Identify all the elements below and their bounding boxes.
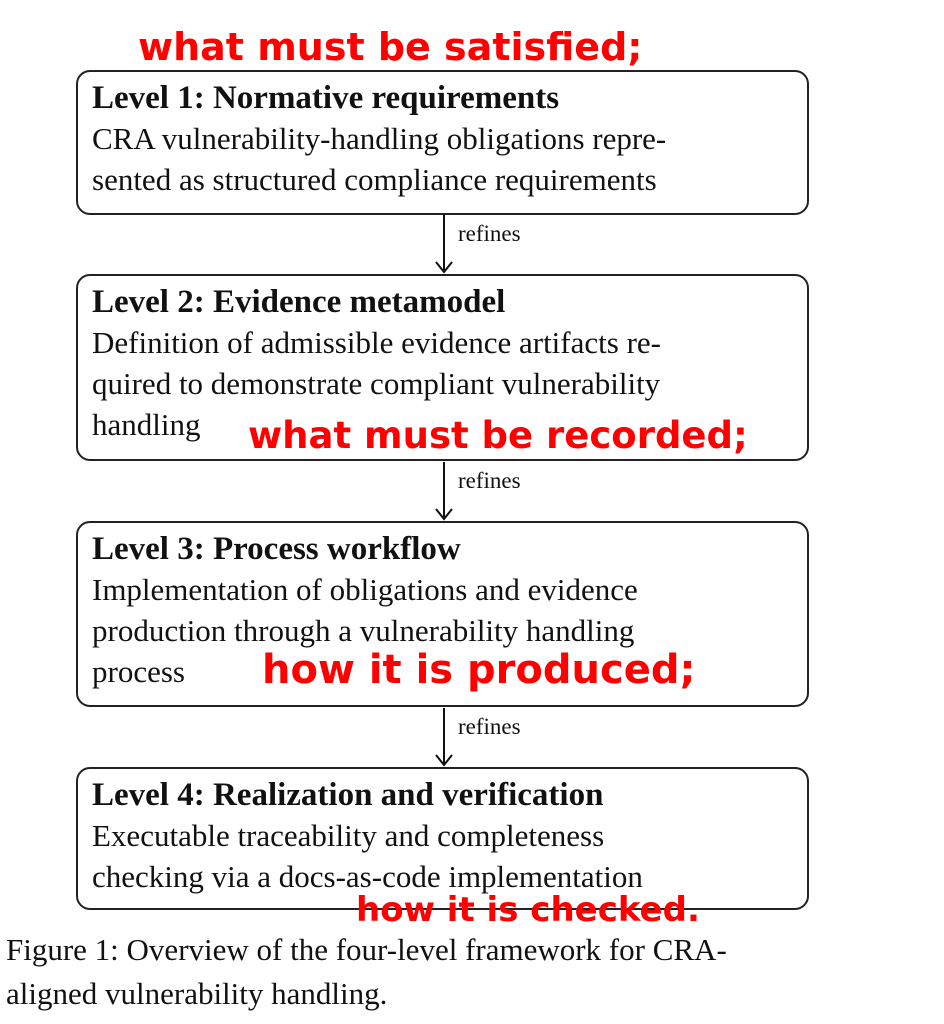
refines-connector-3 [430,708,630,770]
figure-caption [6,928,936,1016]
level-2-line: quired to demonstrate compliant vulnerability [92,366,661,401]
level-3-line: process [92,654,185,689]
annotation-how-it-is-produced [262,647,696,693]
level-3-title: Level 3: Process workflow [92,531,461,567]
level-3-line: production through a vulnerability handling [92,613,635,648]
refines-connector-2 [430,462,630,524]
refines-connector-1 [430,215,630,277]
level-2-title: Level 2: Evidence metamodel [92,284,506,320]
level-2-line: handling [92,407,201,442]
annotation-text: how it is checked. [356,890,700,930]
level-1-line: sented as structured compliance requirements [92,162,657,197]
level-1-line: CRA vulnerability-handling obligations repre- [92,121,667,156]
level-4-description [92,815,793,897]
level-1-box [76,70,809,215]
annotation-text: what must be satisfied; [138,25,643,69]
caption-line: Figure 1: Overview of the four-level framework for CRA- [6,932,727,967]
connector-label: refines [458,468,521,493]
down-arrow-icon [430,215,460,275]
level-3-line: Implementation of obligations and evidence [92,572,638,607]
annotation-what-must-be-satisfied [138,25,643,69]
level-1-title: Level 1: Normative requirements [92,80,560,116]
connector-label: refines [458,714,521,739]
level-2-line: Definition of admissible evidence artifacts re- [92,325,661,360]
level-4-title: Level 4: Realization and verification [92,777,604,813]
level-4-line: Executable traceability and completeness [92,818,605,853]
level-4-line: checking via a docs-as-code implementation [92,859,643,894]
annotation-what-must-be-recorded [248,414,748,457]
level-4-box [76,767,809,910]
annotation-how-it-is-checked [356,890,700,930]
level-1-description [92,118,793,200]
caption-line: aligned vulnerability handling. [6,976,388,1011]
down-arrow-icon [430,708,460,768]
down-arrow-icon [430,462,460,522]
annotation-text: how it is produced; [262,647,696,693]
annotation-text: what must be recorded; [248,414,748,457]
connector-label: refines [458,221,521,246]
